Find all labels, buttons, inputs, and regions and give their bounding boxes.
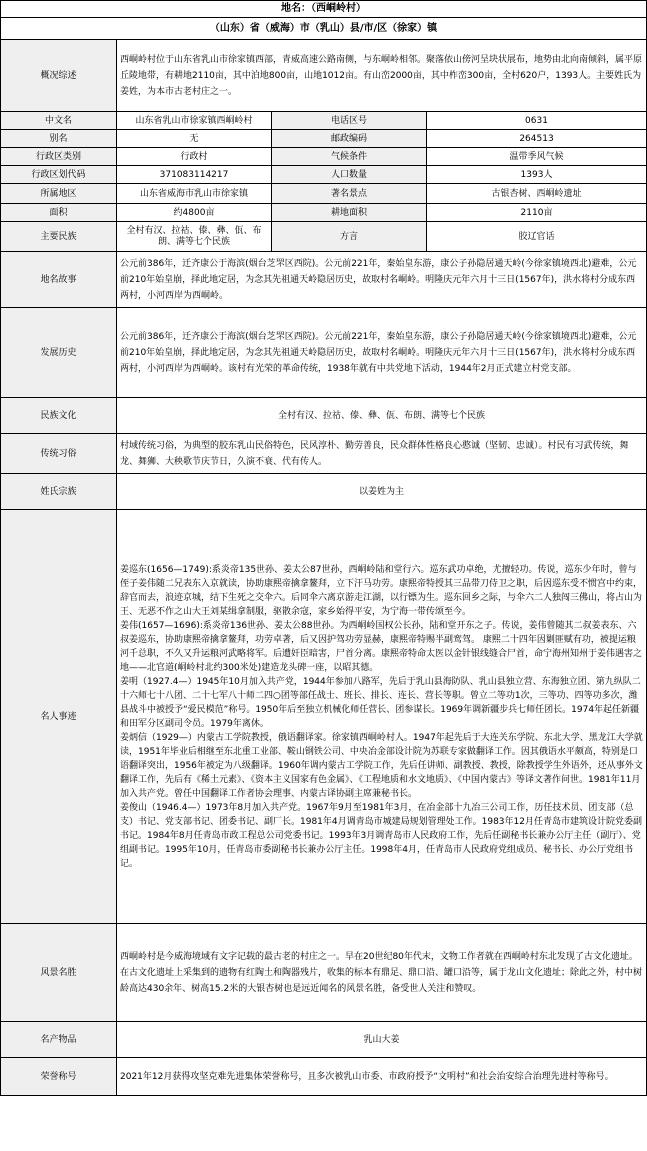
ethnic-text: 全村有汉、拉祜、傣、彝、佤、布朗、满等七个民族: [117, 398, 647, 434]
customs-text: 村域传统习俗，为典型的胶东乳山民俗特色，民风淳朴、勤劳善良，民众群体性格良心憨诚（坚韧、忠诚）。村民有习武传统，舞龙、舞狮、大秧歌节庆节日，久演不衰、代有传人。: [117, 434, 647, 474]
honors-text: 2021年12月获得攻坚克难先进集体荣誉称号，且多次被乳山市委、市政府授予“文明村”和社会治安综合治理先进村等称号。: [117, 1058, 647, 1096]
person-entry: 姜炳信（1929—）内蒙古工学院教授，俄语翻译家。徐家镇西峒岭村人。1947年起先后于大连关东学院、东北大学、黑龙江大学就读，1951年毕业后相继至东北重工业部、鞍山钢铁公司、中央冶金部设计院为苏联专家做翻译工作。因其俄语水平颇高，特别是口语翻译突出，1956年被定为八级翻译。1960年调内蒙古工学院工作，先后任讲师、副教授、教授，除教授学生外语外，还从事外文翻译工作，先后有《稀土元素》、《资本主义国家有色金属》、《工程地质和水文地质》、《中国内蒙古》等译文著作问世。1981年11月加入共产党。曾任中国翻译工作者协会理事、内蒙古译协副主席兼秘书长。: [120, 732, 643, 799]
story-row: [1, 252, 647, 308]
subtitle-row: [1, 18, 647, 40]
info-value: 约4800亩: [117, 204, 272, 222]
products-text: 乳山大姜: [117, 1022, 647, 1058]
info-label: 主要民族: [1, 222, 117, 252]
honors-label: 荣誉称号: [1, 1058, 117, 1096]
people-label: 名人事迹: [1, 510, 117, 924]
info-value: 行政村: [117, 148, 272, 166]
info-label: 电话区号: [272, 112, 427, 130]
info-label: 著名景点: [272, 184, 427, 204]
person-entry: 姜明（1927.4—）1945年10月加入共产党，1944年参加八路军，先后于乳山县海防队、乳山县独立营、东海独立团、第九纵队二十六师七十八团、二十七军八十师二四○团等部任战士、班长、排长、连长、营长等职。曾立二等功1次，三等功、四等功多次，潍县战斗中被授予“爱民模范”称号。1950年后至独立机械化师任营长、团参谋长。1969年调新疆步兵七师任团长。1974年起任新疆和田军分区副司令员。1979年离休。: [120, 676, 641, 729]
story-label: 地名故事: [1, 252, 117, 308]
info-value: 1393人: [427, 166, 647, 184]
info-value: 264513: [427, 130, 647, 148]
person-entry: 姜巡东(1656—1749):系炎帝135世孙、姜太公87世孙，西峒岭陆和堂行六。巡东武功卓绝，尤擅轻功。传说，巡东少年时，曾与侄子姜伟随二兄表东入京就读，协助康熙帝擒拿鳌拜，立下汗马功劳。康熙帝特授其三品带刀侍卫之职，后因巡东受不惯宫中约束，辞官而去，浪迹京城，结下生死之交伞六。后同伞六离京游走江湖，以行镖为生。巡东回乡之际，与伞六二人独闯三佛山，将占山为王、无恶不作之山大王刘某缉拿制服，驱散余寇，家乡始得平安，为宁海一带传颂至今。: [120, 564, 643, 617]
story-text: 公元前386年，迁齐康公于海滨(烟台芝罘区西院)。公元前221年，秦始皇东游，康公子孙隐居通天岭(今徐家镇境西北)避难，公元前210年始皇崩，择此地定居，为念其先祖通天岭隐居历史，故取村名峒岭。明隆庆元年六月十三日(1567年)，洪水将村分成东西两村，小河西岸为西峒岭。: [117, 252, 647, 308]
people-text: [117, 510, 647, 924]
person-entry: 姜伟(1657—1696):系炎帝136世孙、姜太公88世孙。为西峒岭国权公长孙，陆和堂开东之子。传说，姜伟曾随其二叔姜表东、六叔姜巡东，协助康熙帝擒拿鳌拜，功劳卓著，后又因护驾功劳显赫，康熙帝特赐半副鸾驾。 康熙二十四年因剿匪赋有功，被提运粮河千总职，不久又升运粮河武略将军。后遭奸臣暗害，尸首分离。康熙帝特命太医以金针银线缝合尸首，命宁海州知州于姜伟遇害之地——北官道(峒岭村北约300米处)建造龙头碑一座，以昭其德。: [120, 620, 643, 673]
info-value: 古银杏树、西峒岭遗址: [427, 184, 647, 204]
scenery-text: 西峒岭村是今威海境域有文字记载的最古老的村庄之一。早在20世纪80年代末，文物工作者就在西峒岭村东北发现了古文化遗址。在古文化遗址上采集到的遗物有红陶土和陶器残片，收集的标本有鼎足、鼎口沿、罐口沿等，属于龙山文化遗址；除此之外，村中树龄高达430余年、树高15.2米的大银杏树也是远近闻名的风景名胜，备受世人关注和赞叹。: [117, 924, 647, 1022]
info-row: [1, 166, 647, 184]
customs-label: 传统习俗: [1, 434, 117, 474]
info-value: 山东省威海市乳山市徐家镇: [117, 184, 272, 204]
products-row: [1, 1022, 647, 1058]
info-label: 方言: [272, 222, 427, 252]
overview-row: [1, 40, 647, 112]
surname-text: 以姜姓为主: [117, 474, 647, 510]
overview-text: 西峒岭村位于山东省乳山市徐家镇西部，青威高速公路南侧，与东峒岭相邻。聚落依山傍河呈块状展布，地势由北向南倾斜，属平原丘陵地带，有耕地2110亩，其中泊地800亩，山地1012亩。有山峦2000亩，其中柞峦300亩，全村620户，1393人。主要姓氏为姜姓，为本市古老村庄之一。: [117, 40, 647, 112]
history-label: 发展历史: [1, 308, 117, 398]
info-label: 面积: [1, 204, 117, 222]
info-label: 耕地面积: [272, 204, 427, 222]
info-value: 371083114217: [117, 166, 272, 184]
info-value: 2110亩: [427, 204, 647, 222]
surname-row: [1, 474, 647, 510]
scenery-row: [1, 924, 647, 1022]
products-label: 名产物品: [1, 1022, 117, 1058]
info-label: 行政区类别: [1, 148, 117, 166]
info-value: 山东省乳山市徐家镇西峒岭村: [117, 112, 272, 130]
info-label: 行政区划代码: [1, 166, 117, 184]
page-title: 地名：（西峒岭村）: [1, 1, 647, 18]
customs-row: [1, 434, 647, 474]
overview-label: 概况综述: [1, 40, 117, 112]
info-value: 温带季风气候: [427, 148, 647, 166]
surname-label: 姓氏宗族: [1, 474, 117, 510]
info-label: 别名: [1, 130, 117, 148]
info-value: 全村有汉、拉祜、傣、彝、佤、布朗、满等七个民族: [117, 222, 272, 252]
history-row: [1, 308, 647, 398]
info-label: 邮政编码: [272, 130, 427, 148]
info-label: 中文名: [1, 112, 117, 130]
info-row: [1, 184, 647, 204]
info-label: 气候条件: [272, 148, 427, 166]
info-row: [1, 204, 647, 222]
person-entry: 姜俊山（1946.4—）1973年8月加入共产党。1967年9月至1981年3月，在冶金部十九冶三公司工作，历任技术员、团支部（总支）书记、党支部书记、团委书记、副厂长。1981年4月调青岛市城建局规划管理处工作。1983年12月任青岛市建筑设计院党委副书记。1984年8月任青岛市政工程总公司党委书记。1993年3月调青岛市人民政府工作，先后任副秘书长兼办公厅主任（副厅）、党组副书记。1995年10月，任青岛市委副秘书长兼办公厅主任。1998年4月，任青岛市人民政府党组成员、秘书长、办公厅党组书记。: [120, 802, 642, 869]
ethnic-label: 民族文化: [1, 398, 117, 434]
title-row: [1, 1, 647, 18]
people-row: [1, 510, 647, 924]
history-text: 公元前386年，迁齐康公于海滨(烟台芝罘区西院)。公元前221年，秦始皇东游，康公子孙隐居通天岭(今徐家镇境西北)避难，公元前210年始皇崩，择此地定居，为念其先祖通天岭隐居历史，故取村名峒岭。明隆庆元年六月十三日(1567年)，洪水将村分成东西两村，小河西岸为西峒岭。该村有光荣的革命传统，1938年就有中共党地下活动，1944年2月正式建立村党支部。: [117, 308, 647, 398]
info-value: 0631: [427, 112, 647, 130]
ethnic-row: [1, 398, 647, 434]
info-row: [1, 130, 647, 148]
scenery-label: 风景名胜: [1, 924, 117, 1022]
info-label: 所属地区: [1, 184, 117, 204]
info-value: 无: [117, 130, 272, 148]
honors-row: [1, 1058, 647, 1096]
info-row: [1, 148, 647, 166]
info-row: [1, 112, 647, 130]
info-row: [1, 222, 647, 252]
location-header: （山东）省（威海）市（乳山）县/市/区（徐家）镇: [1, 18, 647, 40]
info-value: 胶辽官话: [427, 222, 647, 252]
info-label: 人口数量: [272, 166, 427, 184]
